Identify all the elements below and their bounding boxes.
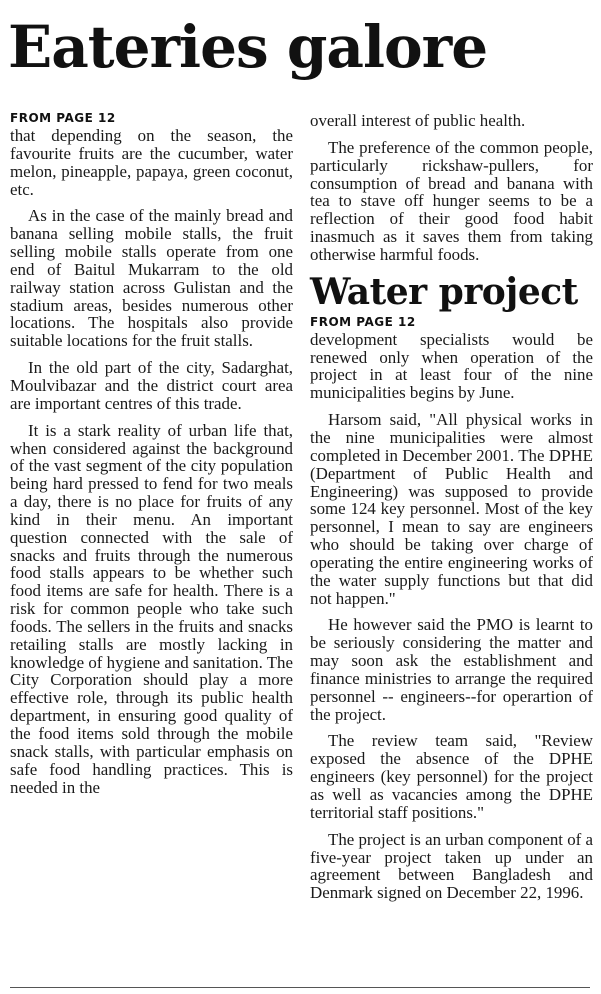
article-paragraph: In the old part of the city, Sadarghat, Moulvibazar and the district court area are important centres of this trade.: [10, 358, 293, 413]
bottom-rule: [10, 987, 590, 988]
article-paragraph: that depending on the season, the favourite fruits are the cucumber, water melon, pineapple, papaya, green coconut, etc.: [10, 126, 293, 199]
article-paragraph: He however said the PMO is learnt to be seriously considering the matter and may soon ask the establishment and finance ministries to arrange the required personnel -- engineers--for operartion of the project.: [310, 615, 593, 724]
continuation-kicker: FROM PAGE 12: [10, 111, 116, 125]
left-column: [10, 110, 293, 805]
article-paragraph: Harsom said, "All physical works in the nine municipalities were almost completed in December 2001. The DPHE (Department of Public Health and Engineering) was supposed to provide some 124 key personnel. Most of the key personnel, I mean to say are engineers who should be taking over charge of operating the entire engineering works of the water supply functions but that did not happen.": [310, 410, 593, 608]
article-paragraph: development specialists would be renewed only when operation of the project in at least four of the nine municipalities begins by June.: [310, 329, 593, 403]
article-paragraph: The project is an urban component of a five-year project taken up under an agreement between Bangladesh and Denmark signed on December 22, 1996.: [310, 829, 593, 903]
article-paragraph: The review team said, "Review exposed the absence of the DPHE engineers (key personnel) for the project as well as vacancies among the DPHE territorial staff positions.": [310, 731, 593, 822]
continuation-kicker: FROM PAGE 12: [310, 314, 416, 329]
article-paragraph: It is a stark reality of urban life that, when considered against the background of the vast segment of the city population being hard pressed to fend for two meals a day, there is no place for fruits of any kind in their menu. An important question connected with the sale of snacks and fruits through the numerous food stalls appears to be whether such food items are safe for health. There is a risk for common people who take such foods. The sellers in the fruits and snacks retailing stalls are mostly lacking in knowledge of hygiene and sanitation. The City Corporation should play a more effective role, through its public health department, in ensuring good quality of the food items sold through the mobile snack stalls, with particular emphasis on safe food handling practices. This is needed in the: [10, 420, 294, 797]
article-paragraph: As in the case of the mainly bread and banana selling mobile stalls, the fruit selling mobile stalls operate from one end of Baitul Mukarram to the old railway station across Gulistan and the stadium areas, besides numerous other locations. The hospitals also provide suitable locations for the fruit stalls.: [10, 206, 293, 351]
headline: Eateries galore: [8, 13, 488, 81]
right-column: [310, 112, 593, 911]
article-paragraph: The preference of the common people, particularly rickshaw-pullers, for consumption of bread and banana with tea to stave off hunger seems to be a reflection of their good food habit inasmuch as it saves them from taking otherwise harmful foods.: [310, 137, 593, 264]
subhead-water-project: Water project: [310, 270, 578, 313]
article-paragraph: overall interest of public health.: [310, 111, 526, 130]
